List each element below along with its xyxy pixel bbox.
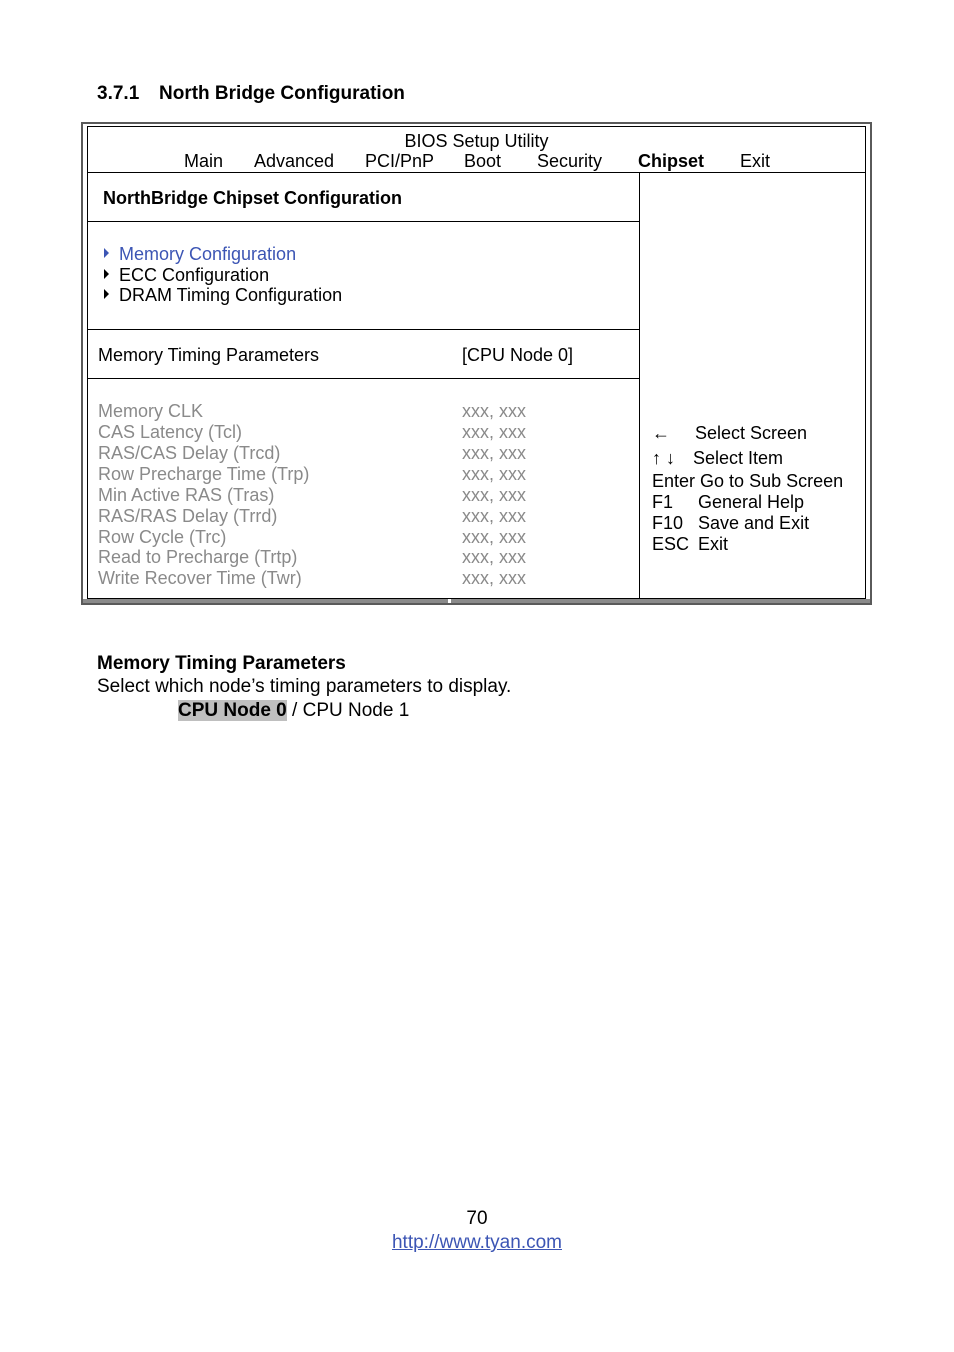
description-heading: Memory Timing Parameters xyxy=(97,653,346,674)
timing-value-read-to-precharge: xxx, xxx xyxy=(462,547,527,567)
help-select-item xyxy=(652,448,783,469)
footer-link xyxy=(0,1232,954,1254)
description-text: Select which node’s timing parameters to display. xyxy=(97,676,512,697)
help-action: Select Screen xyxy=(695,423,808,443)
help-key: F1 xyxy=(652,492,674,512)
option-default: CPU Node 0 xyxy=(178,700,287,721)
up-down-arrow-icon: ↑ ↓ xyxy=(652,448,676,468)
help-action: General Help xyxy=(698,492,805,512)
bios-screen xyxy=(81,122,872,605)
help-action: Exit xyxy=(698,534,729,554)
section-number: 3.7.1 xyxy=(97,83,140,104)
description-options xyxy=(178,700,409,722)
timing-value-min-active-ras: xxx, xxx xyxy=(462,485,527,505)
tab-main[interactable]: Main xyxy=(184,151,224,171)
panel-heading: NorthBridge Chipset Configuration xyxy=(103,188,402,208)
triangle-right-icon xyxy=(104,248,109,258)
tab-exit[interactable]: Exit xyxy=(740,151,771,171)
timing-value-ras-cas-delay: xxx, xxx xyxy=(462,443,527,463)
timing-label-write-recover: Write Recover Time (Twr) xyxy=(98,568,302,588)
timing-value-row-cycle: xxx, xxx xyxy=(462,527,527,547)
tab-pci-pnp[interactable]: PCI/PnP xyxy=(365,151,435,171)
timing-label-cas-latency: CAS Latency (Tcl) xyxy=(98,422,243,442)
help-enter xyxy=(652,471,843,492)
help-f10 xyxy=(652,513,809,534)
memory-timing-parameters-label[interactable]: Memory Timing Parameters xyxy=(98,345,320,365)
left-arrow-icon: ← xyxy=(652,423,670,443)
help-panel-divider xyxy=(639,172,640,598)
help-esc xyxy=(652,534,728,555)
heading-divider xyxy=(88,221,639,222)
help-select-screen xyxy=(652,423,807,444)
bios-bottom-gap xyxy=(448,599,451,603)
help-key: ESC xyxy=(652,534,690,554)
help-action: Select Item xyxy=(693,448,784,468)
section-title-text: North Bridge Configuration xyxy=(159,83,405,104)
bios-bottom-bar xyxy=(83,599,870,603)
timing-label-ras-cas-delay: RAS/CAS Delay (Trcd) xyxy=(98,443,281,463)
bios-title: BIOS Setup Utility xyxy=(404,131,549,151)
triangle-right-icon xyxy=(104,269,109,279)
timing-label-memory-clk: Memory CLK xyxy=(98,401,204,421)
triangle-right-icon xyxy=(104,289,109,299)
submenu-dram-timing-configuration[interactable] xyxy=(104,285,342,306)
tab-boot[interactable]: Boot xyxy=(464,151,502,171)
help-f1 xyxy=(652,492,804,513)
tab-chipset[interactable]: Chipset xyxy=(638,151,705,171)
memory-timing-parameters-value[interactable]: [CPU Node 0] xyxy=(462,345,574,365)
help-key: F10 xyxy=(652,513,684,533)
submenu-memory-configuration[interactable] xyxy=(104,244,296,265)
tab-security[interactable]: Security xyxy=(537,151,603,171)
help-action: Go to Sub Screen xyxy=(700,471,844,491)
submenu-label: DRAM Timing Configuration xyxy=(119,285,343,305)
bios-frame xyxy=(87,126,866,599)
timing-label-row-precharge: Row Precharge Time (Trp) xyxy=(98,464,310,484)
tab-advanced[interactable]: Advanced xyxy=(254,151,335,171)
timing-value-ras-ras-delay: xxx, xxx xyxy=(462,506,527,526)
timing-label-read-to-precharge: Read to Precharge (Trtp) xyxy=(98,547,298,567)
tab-bar-divider xyxy=(88,172,865,173)
timing-value-memory-clk: xxx, xxx xyxy=(462,401,527,421)
help-key: Enter xyxy=(652,471,696,491)
section-title xyxy=(97,83,405,105)
page-number: 70 xyxy=(466,1208,488,1229)
submenu-ecc-configuration[interactable] xyxy=(104,265,269,286)
submenu-divider xyxy=(88,329,639,330)
timing-value-write-recover: xxx, xxx xyxy=(462,568,527,588)
help-action: Save and Exit xyxy=(698,513,810,533)
timing-label-ras-ras-delay: RAS/RAS Delay (Trrd) xyxy=(98,506,278,526)
option-alternate: CPU Node 1 xyxy=(302,700,410,721)
submenu-label: Memory Configuration xyxy=(119,244,297,264)
timing-label-min-active-ras: Min Active RAS (Tras) xyxy=(98,485,275,505)
timing-value-row-precharge: xxx, xxx xyxy=(462,464,527,484)
option-separator: / xyxy=(286,700,303,721)
tyan-url-link[interactable]: http://www.tyan.com xyxy=(391,1232,562,1253)
timing-value-cas-latency: xxx, xxx xyxy=(462,422,527,442)
submenu-label: ECC Configuration xyxy=(119,265,270,285)
parameter-divider xyxy=(88,378,639,379)
timing-label-row-cycle: Row Cycle (Trc) xyxy=(98,527,227,547)
